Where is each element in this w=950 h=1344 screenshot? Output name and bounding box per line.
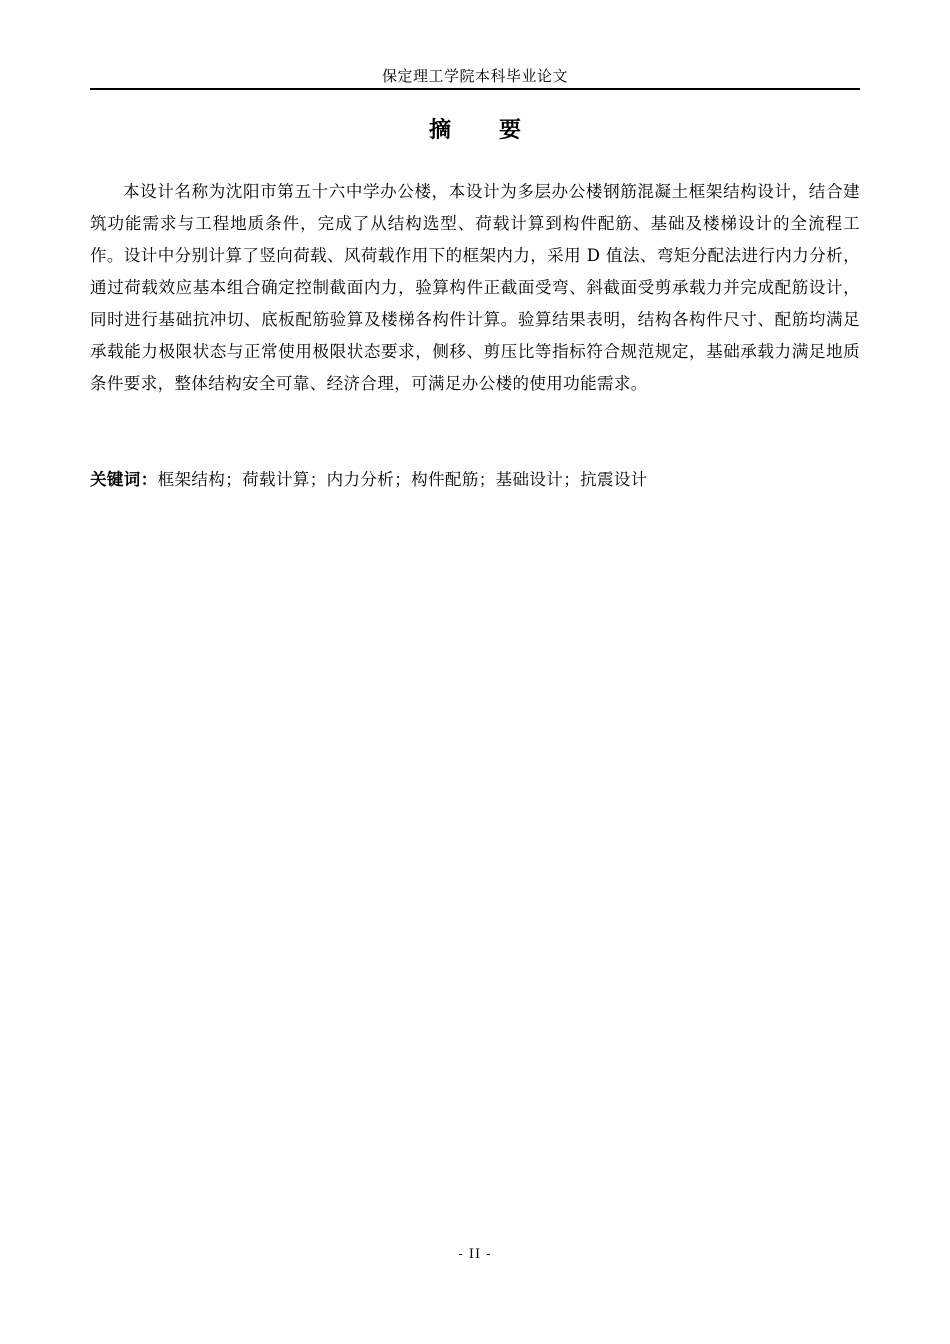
page-number: - II - (458, 1247, 492, 1262)
abstract-body: 本设计名称为沈阳市第五十六中学办公楼，本设计为多层办公楼钢筋混凝土框架结构设计，结合建筑功能需求与工程地质条件，完成了从结构选型、荷载计算到构件配筋、基础及楼梯设计的全流程工作。设计中分别计算了竖向荷载、风荷载作用下的框架内力，采用 D 值法、弯矩分配法进行内力分析，通过荷载效应基本组合确定控制截面内力，验算构件正截面受弯、斜截面受剪承载力并完成配筋设计，同时进行基础抗冲切、底板配筋验算及楼梯各构件计算。验算结果表明，结构各构件尺寸、配筋均满足承载能力极限状态与正常使用极限状态要求，侧移、剪压比等指标符合规范规定，基础承载力满足地质条件要求，整体结构安全可靠、经济合理，可满足办公楼的使用功能需求。 (90, 182, 860, 393)
running-header: 保定理工学院本科毕业论文 (381, 67, 568, 85)
keywords-line (90, 464, 860, 496)
keywords-label: 关键词： (90, 470, 158, 489)
header-rule (90, 88, 860, 90)
keywords-values: 框架结构；荷载计算；内力分析；构件配筋；基础设计；抗震设计 (157, 470, 648, 489)
abstract-title: 摘要 (428, 118, 569, 143)
